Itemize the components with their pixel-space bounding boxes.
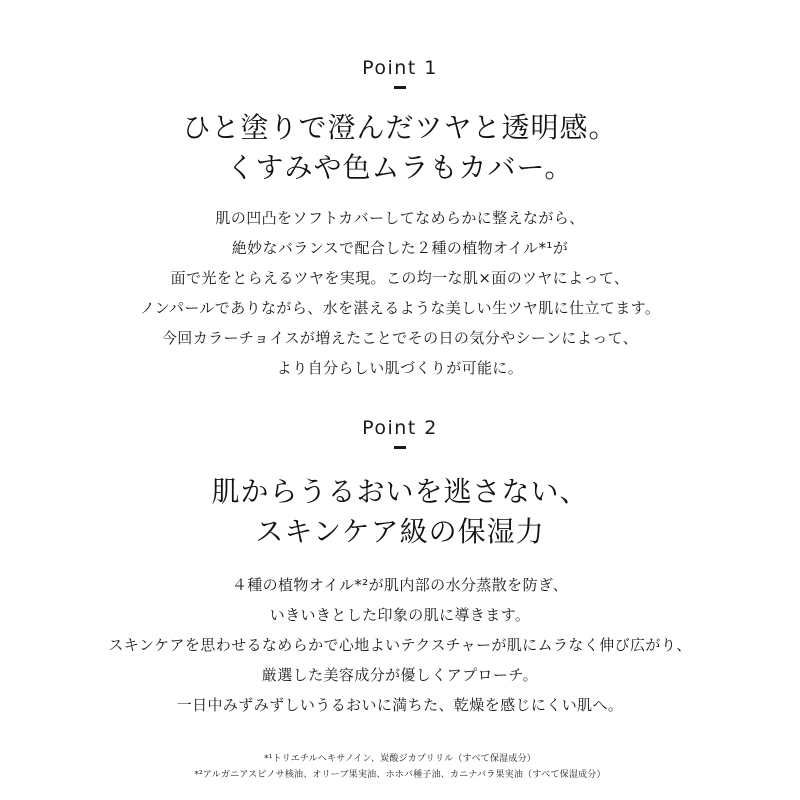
point-2-body xyxy=(0,570,800,720)
point-1-label: Point 1 xyxy=(362,57,438,79)
point-1-headline xyxy=(0,108,800,188)
point-1-body-text xyxy=(0,203,800,383)
body-line: 一日中みずみずしいうるおいに満ちた、乾燥を感じにくい肌へ。 xyxy=(176,696,624,714)
point-2-marker xyxy=(0,416,800,449)
body-line: より自分らしい肌づくりが可能に。 xyxy=(276,359,524,377)
body-line: 絶妙なバランスで配合した２種の植物オイル*¹が xyxy=(231,239,569,257)
body-line: 厳選した美容成分が優しくアプローチ。 xyxy=(261,666,539,684)
footnotes xyxy=(0,751,800,783)
point-2-label: Point 2 xyxy=(362,417,438,439)
headline-line: ひと塗りで澄んだツヤと透明感。 xyxy=(182,111,618,144)
body-line: 面で光をとらえるツヤを実現。この均一な肌×面のツヤによって、 xyxy=(170,269,630,287)
headline-line: 肌からうるおいを逃さない、 xyxy=(211,475,589,508)
footnote-1: *¹トリエチルヘキサノイン、炭酸ジカプリリル（すべて保湿成分） xyxy=(264,754,536,764)
point-2-headline-text xyxy=(0,472,800,552)
point-1-dash xyxy=(394,86,406,89)
body-line: スキンケアを思わせるなめらかで心地よいテクスチャーが肌にムラなく伸び広がり、 xyxy=(108,636,692,654)
body-line: 肌の凹凸をソフトカバーしてなめらかに整えながら、 xyxy=(215,209,585,227)
headline-line: スキンケア級の保湿力 xyxy=(255,515,545,548)
footnote-2: *²アルガニアスピノサ核油、オリーブ果実油、ホホバ種子油、カニナバラ果実油（すべて保湿成分） xyxy=(194,770,606,780)
point-1-marker xyxy=(0,56,800,89)
body-line: ４種の植物オイル*²が肌内部の水分蒸散を防ぎ、 xyxy=(231,576,569,594)
body-line: いきいきとした印象の肌に導きます。 xyxy=(269,606,531,624)
body-line: 今回カラーチョイスが増えたことでその日の気分やシーンによって、 xyxy=(161,329,639,347)
headline-line: くすみや色ムラもカバー。 xyxy=(226,151,574,184)
point-1-body xyxy=(0,203,800,383)
point-1-headline-text xyxy=(0,108,800,188)
point-2-headline xyxy=(0,472,800,552)
point-2-dash xyxy=(394,446,406,449)
body-line: ノンパールでありながら、水を湛えるような美しい生ツヤ肌に仕立てます。 xyxy=(139,299,661,317)
point-2-body-text xyxy=(0,570,800,720)
